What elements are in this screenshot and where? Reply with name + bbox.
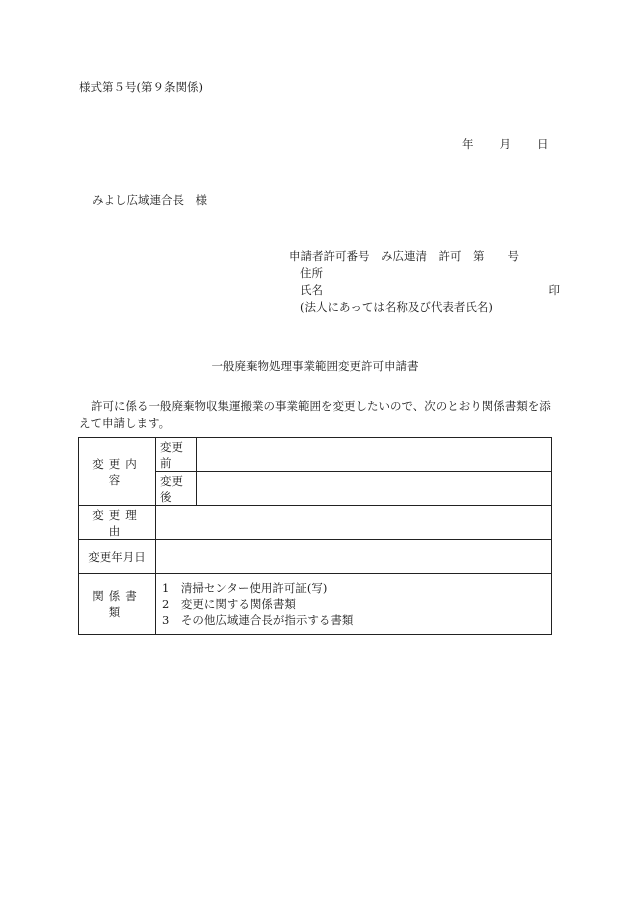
documents-label: 関係書類 bbox=[79, 574, 156, 635]
document-item: 3 その他広域連合長が指示する書類 bbox=[162, 613, 354, 627]
document-item: 1 清掃センター使用許可証(写) bbox=[162, 581, 328, 595]
document-item: 2 変更に関する関係書類 bbox=[162, 597, 296, 611]
date-day-label: 日 bbox=[537, 137, 549, 151]
documents-list bbox=[156, 574, 552, 635]
body-text: 許可に係る一般廃棄物収集運搬業の事業範囲を変更したいので、次のとおり関係書類を添えて申請します。 bbox=[79, 399, 551, 430]
reason-label: 変更理由 bbox=[79, 506, 156, 540]
change-content-label: 変更内容 bbox=[79, 438, 156, 506]
addressee: みよし広域連合長 様 bbox=[92, 193, 207, 207]
name-label: 氏名 bbox=[300, 283, 323, 297]
before-label: 変更前 bbox=[156, 438, 197, 472]
permit-number-line: 申請者許可番号 み広連清 許可 第 号 bbox=[289, 249, 519, 263]
address-label: 住所 bbox=[300, 266, 323, 280]
corporation-note: (法人にあっては名称及び代表者氏名) bbox=[300, 300, 493, 314]
form-number: 様式第５号(第９条関係) bbox=[79, 80, 203, 94]
after-label: 変更後 bbox=[156, 472, 197, 506]
before-field[interactable] bbox=[197, 438, 552, 472]
name-line bbox=[289, 283, 560, 300]
date-month-label: 月 bbox=[499, 137, 511, 151]
date-year-label: 年 bbox=[462, 137, 474, 151]
applicant-block bbox=[289, 249, 560, 317]
reason-field[interactable] bbox=[156, 506, 552, 540]
change-date-label: 変更年月日 bbox=[79, 540, 156, 574]
change-date-field[interactable] bbox=[156, 540, 552, 574]
seal-mark: 印 bbox=[548, 283, 560, 297]
application-table bbox=[78, 437, 552, 635]
document-title: 一般廃棄物処理事業範囲変更許可申請書 bbox=[211, 359, 419, 373]
date-line bbox=[462, 137, 549, 152]
after-field[interactable] bbox=[197, 472, 552, 506]
